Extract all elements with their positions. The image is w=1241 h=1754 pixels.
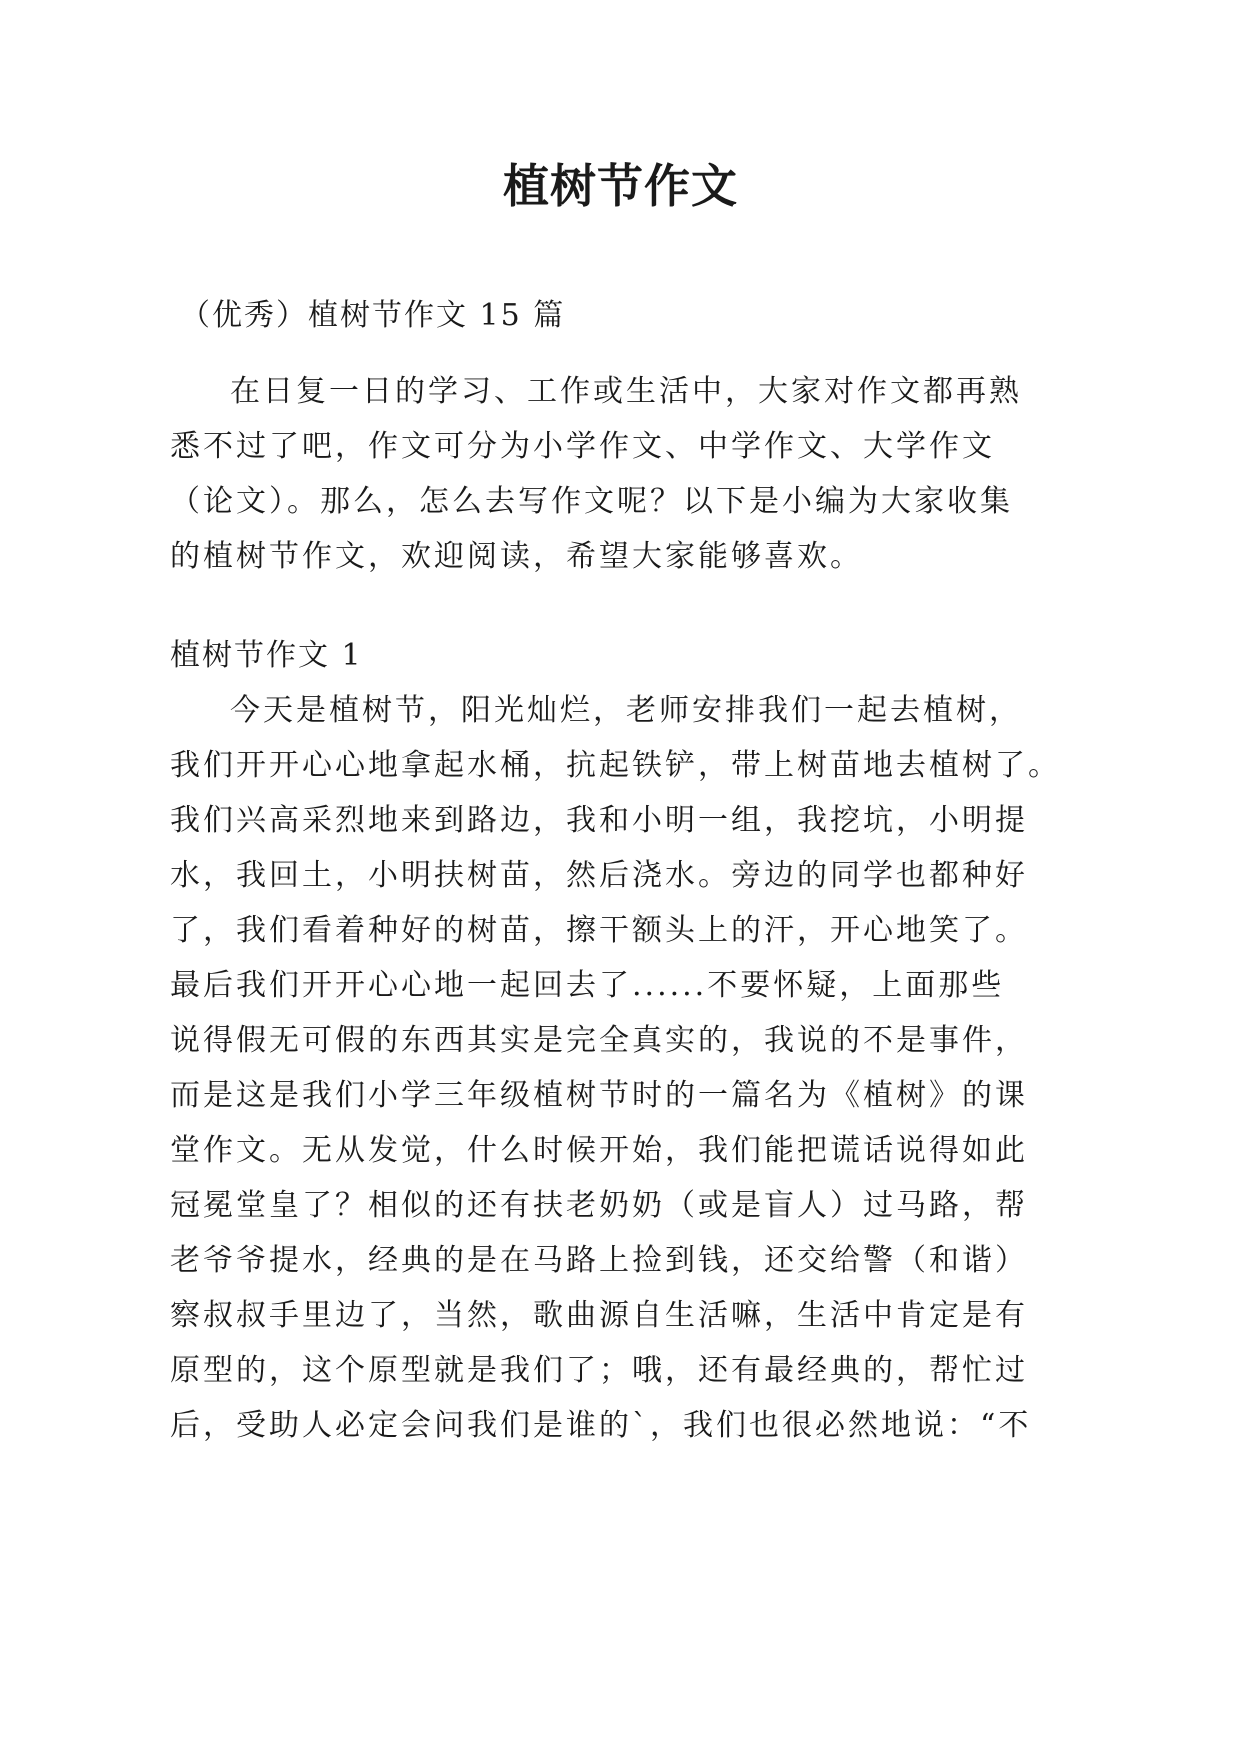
body-line: 我们开开心心地拿起水桶，抗起铁铲，带上树苗地去植树了。 <box>170 748 1061 783</box>
document-subtitle: （优秀）植树节作文 15 篇 <box>180 298 566 333</box>
body-line: 水，我回土，小明扶树苗，然后浇水。旁边的同学也都种好 <box>170 858 1028 893</box>
body-line: 冠冕堂皇了？相似的还有扶老奶奶（或是盲人）过马路，帮 <box>170 1188 1028 1223</box>
body-line: 最后我们开开心心地一起回去了......不要怀疑，上面那些 <box>170 968 1005 1003</box>
body-line: 后，受助人必定会问我们是谁的`，我们也很必然地说：“不 <box>170 1408 1032 1443</box>
body-line: 今天是植树节，阳光灿烂，老师安排我们一起去植树， <box>230 693 1022 728</box>
intro-line: 的植树节作文，欢迎阅读，希望大家能够喜欢。 <box>170 539 863 574</box>
body-line: 察叔叔手里边了，当然，歌曲源自生活嘛，生活中肯定是有 <box>170 1298 1028 1333</box>
document-title: 植树节作文 <box>503 159 738 213</box>
intro-line: 在日复一日的学习、工作或生活中，大家对作文都再熟 <box>230 374 1022 409</box>
body-line: 老爷爷提水，经典的是在马路上捡到钱，还交给警（和谐） <box>170 1243 1028 1278</box>
body-line: 了，我们看着种好的树苗，擦干额头上的汗，开心地笑了。 <box>170 913 1028 948</box>
body-line: 说得假无可假的东西其实是完全真实的，我说的不是事件， <box>170 1023 1028 1058</box>
intro-line: （论文）。那么，怎么去写作文呢？以下是小编为大家收集 <box>170 484 1013 519</box>
body-line: 原型的，这个原型就是我们了；哦，还有最经典的，帮忙过 <box>170 1353 1028 1388</box>
body-line: 而是这是我们小学三年级植树节时的一篇名为《植树》的课 <box>170 1078 1028 1113</box>
body-line: 我们兴高采烈地来到路边，我和小明一组，我挖坑，小明提 <box>170 803 1028 838</box>
intro-line: 悉不过了吧，作文可分为小学作文、中学作文、大学作文 <box>170 429 995 464</box>
section-heading: 植树节作文 1 <box>170 638 363 673</box>
body-line: 堂作文。无从发觉，什么时候开始，我们能把谎话说得如此 <box>170 1133 1028 1168</box>
